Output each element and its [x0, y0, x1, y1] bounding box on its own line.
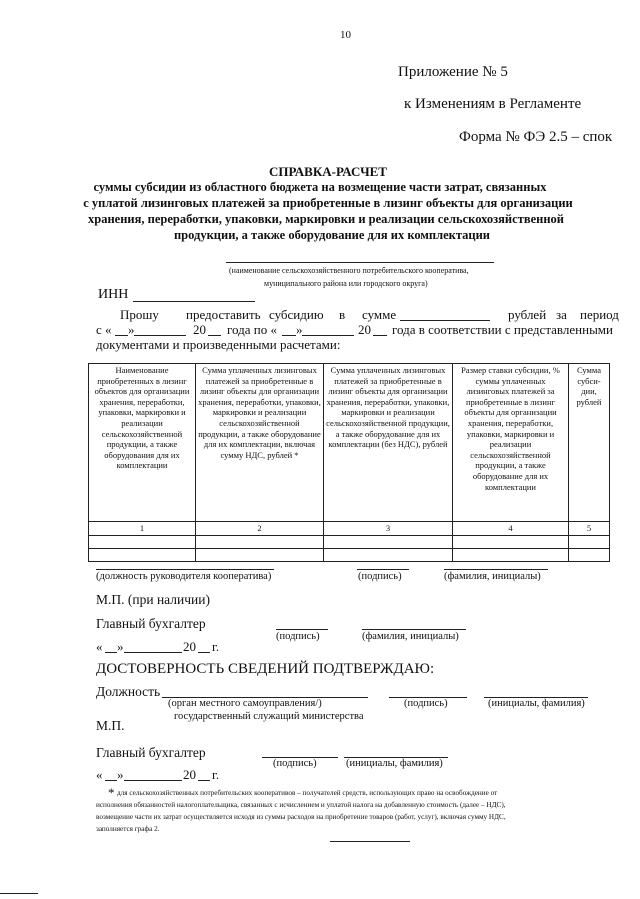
appendix-number: Приложение № 5 [398, 64, 508, 80]
position-label: Должность [96, 684, 161, 699]
accountant-name-line [362, 629, 466, 630]
table-cell [89, 548, 196, 561]
request-word-3: субсидию [269, 307, 324, 322]
date-day-line [105, 652, 117, 653]
confirm-name-caption: (инициалы, фамилия) [488, 698, 585, 709]
confirm-accountant-label: Главный бухгалтер [96, 745, 206, 760]
request-word-4: в [339, 307, 346, 322]
footer-rule [330, 841, 410, 842]
head-signature-line [357, 569, 409, 570]
inn-line [133, 301, 255, 302]
header-subsidy-amount: Сумма субси-дии, рублей [569, 364, 610, 522]
confirm-date-suffix: г. [212, 767, 220, 782]
request-word-5: сумме [362, 307, 397, 322]
confirm-date-month-line [124, 780, 182, 781]
date-month-line [124, 652, 182, 653]
title-line-4: продукции, а также оборудование для их комплектации [173, 228, 491, 242]
table-header-row [89, 364, 610, 522]
footnote-line-3: возмещение части их затрат осуществляется исходя из суммы расходов на приобретение товаров (работ, услуг), включая сумму НДС, [96, 813, 506, 821]
confirmation-heading: ДОСТОВЕРНОСТЬ СВЕДЕНИЙ ПОДТВЕРЖДАЮ: [96, 661, 435, 677]
request-word-1: Прошу [120, 307, 159, 322]
request-line-2-tail: года в соответствии с представленными [392, 322, 613, 337]
request-word-8: период [580, 307, 619, 322]
inn-label: ИНН [98, 287, 129, 302]
stamp-label: М.П. (при наличии) [96, 592, 210, 607]
date-to-close: » [296, 322, 303, 337]
table-empty-row [89, 535, 610, 548]
confirm-signature-caption: (подпись) [404, 698, 448, 709]
table-cell [89, 535, 196, 548]
table-cell [196, 548, 324, 561]
subsidy-table [88, 363, 610, 562]
scan-edge-mark [0, 893, 38, 894]
footnote-mark: * [108, 785, 115, 800]
date-from-open: с « [96, 322, 112, 337]
date-to-year: 20 [358, 322, 371, 337]
date-from-year: 20 [193, 322, 206, 337]
confirm-date-year: 20 [183, 767, 196, 782]
head-name-line [444, 569, 548, 570]
title-line-2: с уплатой лизинговых платежей за приобретенные в лизинг объекты для организации [83, 196, 573, 210]
head-position-line [96, 569, 274, 570]
title-line-1: суммы субсидии из областного бюджета на возмещение части затрат, связанных [93, 180, 547, 194]
date-to-month-line [302, 335, 354, 336]
request-line-3: документами и произведенными расчетами: [96, 337, 341, 352]
coop-name-line [226, 262, 494, 263]
table-cell [569, 535, 610, 548]
header-payments-with-vat: Сумма уплаченных лизинговых платежей за приобретенные в лизинг объекты для организации хранения, переработки, упаковки, маркировки и реализации сельскохозяйственной продукции, а также оборудование для их комплектации, включая сумму НДС, рублей * [196, 364, 324, 522]
confirm-date-open-quote: « [96, 767, 103, 782]
table-cell [324, 535, 453, 548]
accountant-signature-line [276, 629, 328, 630]
column-number: 4 [453, 522, 569, 536]
date-close-quote: » [117, 639, 124, 654]
footnote-line-4: заполняется графа 2. [96, 825, 160, 833]
date-year-line [198, 652, 210, 653]
date-from-month-line [134, 335, 186, 336]
title-line-3: хранения, переработки, упаковки, маркировки и реализации сельскохозяйственной [88, 212, 564, 226]
form-number: Форма № ФЭ 2.5 – спок [459, 129, 613, 145]
header-subsidy-rate: Размер ставки субсидии, % суммы уплаченных лизинговых платежей за приобретенные в лизинг объекты для организации хранения, переработки, упаковки, маркировки и реализации сельскохозяйственной продукции, а также оборудование для их комплектации [453, 364, 569, 522]
table-cell [324, 548, 453, 561]
confirm-accountant-name-caption: (инициалы, фамилия) [346, 758, 443, 769]
column-number: 3 [324, 522, 453, 536]
table-cell [569, 548, 610, 561]
confirm-stamp-label: М.П. [96, 718, 125, 733]
amount-line [400, 320, 490, 321]
date-from-close: » [128, 322, 135, 337]
date-from-day-line [115, 335, 128, 336]
request-word-6: рублей [508, 307, 547, 322]
table-cell [196, 535, 324, 548]
footnote-line-2: исполнения обязанностей налогоплательщика, связанных с исчислением и уплатой налога на добавленную стоимость (далее – НДС), [96, 801, 506, 809]
chief-accountant-label: Главный бухгалтер [96, 616, 206, 631]
header-payments-without-vat: Сумма уплаченных лизинговых платежей за приобретенные в лизинг объекты для организации хранения, переработки, упаковки, маркировки и реализации сельскохозяйственной продукции, а также оборудование для их комплектации (без НДС), рублей [324, 364, 453, 522]
request-word-7: за [556, 307, 567, 322]
table-cell [453, 535, 569, 548]
coop-caption-1: (наименование сельскохозяйственного потребительского кооператива, [229, 266, 469, 275]
date-to-year-line [373, 335, 387, 336]
footnote-line-1: для сельскохозяйственных потребительских кооперативов – получателей средств, использующих право на освобождение от [117, 789, 498, 797]
table-empty-row [89, 548, 610, 561]
header-object-name: Наименование приобретенных в лизинг объектов для организации хранения, переработки, упаковки, маркировки и реализации сельскохозяйственной продукции, а также оборудования для их комплектации [89, 364, 196, 522]
date-year: 20 [183, 639, 196, 654]
table-number-row [89, 522, 610, 536]
appendix-reference: к Изменениям в Регламенте [404, 96, 582, 112]
org-caption-2: государственный служащий министерства [174, 711, 364, 722]
confirm-date-close-quote: » [117, 767, 124, 782]
date-to-day-line [282, 335, 296, 336]
accountant-name-caption: (фамилия, инициалы) [362, 631, 459, 642]
head-signature-caption: (подпись) [358, 571, 402, 582]
document-title: СПРАВКА-РАСЧЕТ [269, 164, 387, 179]
confirm-date-day-line [105, 780, 117, 781]
confirm-date-year-line [198, 780, 210, 781]
column-number: 1 [89, 522, 196, 536]
page-number: 10 [340, 29, 351, 41]
column-number: 5 [569, 522, 610, 536]
date-suffix: г. [212, 639, 220, 654]
head-name-caption: (фамилия, инициалы) [444, 571, 541, 582]
head-position-caption: (должность руководителя кооператива) [96, 571, 272, 582]
accountant-signature-caption: (подпись) [276, 631, 320, 642]
confirm-accountant-signature-caption: (подпись) [273, 758, 317, 769]
org-caption-1: (орган местного самоуправления/) [168, 698, 322, 709]
request-word-2: предоставить [186, 307, 261, 322]
date-from-year-line [208, 335, 221, 336]
column-number: 2 [196, 522, 324, 536]
date-open-quote: « [96, 639, 103, 654]
coop-caption-2: муниципального района или городского округа) [264, 279, 428, 288]
table-cell [453, 548, 569, 561]
date-to-open: года по « [227, 322, 277, 337]
